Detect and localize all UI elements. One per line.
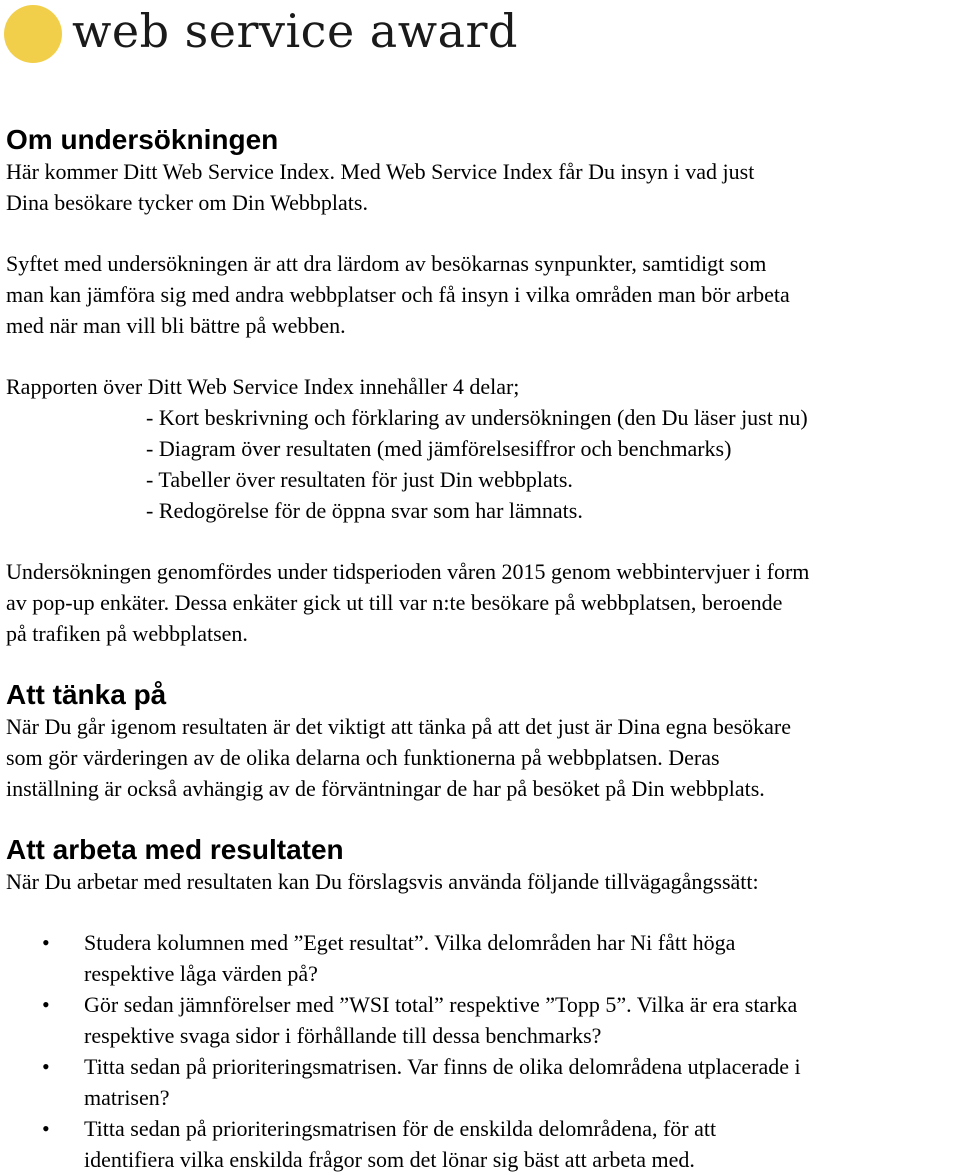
intro-line-1: Här kommer Ditt Web Service Index. Med Web Service Index får Du insyn i vad just	[6, 159, 755, 184]
purpose-line-2: man kan jämföra sig med andra webbplatser och få insyn i vilka områden man bör arbeta	[6, 282, 790, 307]
list-item	[6, 1051, 960, 1113]
list-item	[6, 1113, 960, 1175]
list-item	[6, 989, 960, 1051]
heading-om-undersokningen: Om undersökningen	[6, 124, 279, 155]
method-line-1: Undersökningen genomfördes under tidsperioden våren 2015 genom webbintervjuer i form	[6, 559, 810, 584]
purpose-line-3: med när man vill bli bättre på webben.	[6, 313, 346, 338]
report-intro: Rapporten över Ditt Web Service Index innehåller 4 delar;	[6, 374, 520, 399]
web-service-award-logo	[4, 4, 518, 64]
bullet-icon: •	[42, 992, 50, 1017]
think-line-3: inställning är också avhängig av de förväntningar de har på besöket på Din webbplats.	[6, 776, 765, 801]
intro-line-2: Dina besökare tycker om Din Webbplats.	[6, 190, 368, 215]
purpose-line-1: Syftet med undersökningen är att dra lärdom av besökarnas synpunkter, samtidigt som	[6, 251, 767, 276]
report-part: - Kort beskrivning och förklaring av undersökningen (den Du läser just nu)	[146, 405, 808, 430]
steps-list	[6, 927, 960, 1175]
report-part: - Redogörelse för de öppna svar som har lämnats.	[146, 498, 583, 523]
think-line-1: När Du går igenom resultaten är det viktigt att tänka på att det just är Dina egna besökare	[6, 714, 791, 739]
document-content	[6, 124, 960, 1175]
logo-circle-icon	[4, 5, 62, 63]
bullet-icon: •	[42, 1116, 50, 1141]
list-item	[6, 927, 960, 989]
report-part: - Diagram över resultaten (med jämförelsesiffror och benchmarks)	[146, 436, 732, 461]
spacer	[6, 804, 960, 834]
heading-att-tanka-pa: Att tänka på	[6, 679, 167, 710]
step-line-1: Studera kolumnen med ”Eget resultat”. Vilka delområden har Ni fått höga	[84, 930, 736, 955]
heading-att-arbeta-med-resultaten: Att arbeta med resultaten	[6, 834, 344, 865]
report-part: - Tabeller över resultaten för just Din webbplats.	[146, 467, 573, 492]
step-line-2: respektive låga värden på?	[84, 961, 318, 986]
spacer	[6, 897, 960, 927]
think-line-2: som gör värderingen av de olika delarna och funktionerna på webbplatsen. Deras	[6, 745, 720, 770]
step-line-2: respektive svaga sidor i förhållande till dessa benchmarks?	[84, 1023, 602, 1048]
step-line-1: Gör sedan jämnförelser med ”WSI total” respektive ”Topp 5”. Vilka är era starka	[84, 992, 798, 1017]
spacer	[6, 218, 960, 248]
method-line-2: av pop-up enkäter. Dessa enkäter gick ut till var n:te besökare på webbplatsen, beroende	[6, 590, 783, 615]
bullet-icon: •	[42, 930, 50, 955]
step-line-1: Titta sedan på prioriteringsmatrisen för de enskilda delområdena, för att	[84, 1116, 717, 1141]
step-line-2: identifiera vilka enskilda frågor som det lönar sig bäst att arbeta med.	[84, 1147, 695, 1172]
work-intro: När Du arbetar med resultaten kan Du förslagsvis använda följande tillvägagångssätt:	[6, 869, 759, 894]
spacer	[6, 341, 960, 371]
logo-text: web service award	[72, 4, 518, 58]
bullet-icon: •	[42, 1054, 50, 1079]
spacer	[6, 526, 960, 556]
spacer	[6, 649, 960, 679]
method-line-3: på trafiken på webbplatsen.	[6, 621, 248, 646]
step-line-2: matrisen?	[84, 1085, 170, 1110]
step-line-1: Titta sedan på prioriteringsmatrisen. Var finns de olika delområdena utplacerade i	[84, 1054, 801, 1079]
